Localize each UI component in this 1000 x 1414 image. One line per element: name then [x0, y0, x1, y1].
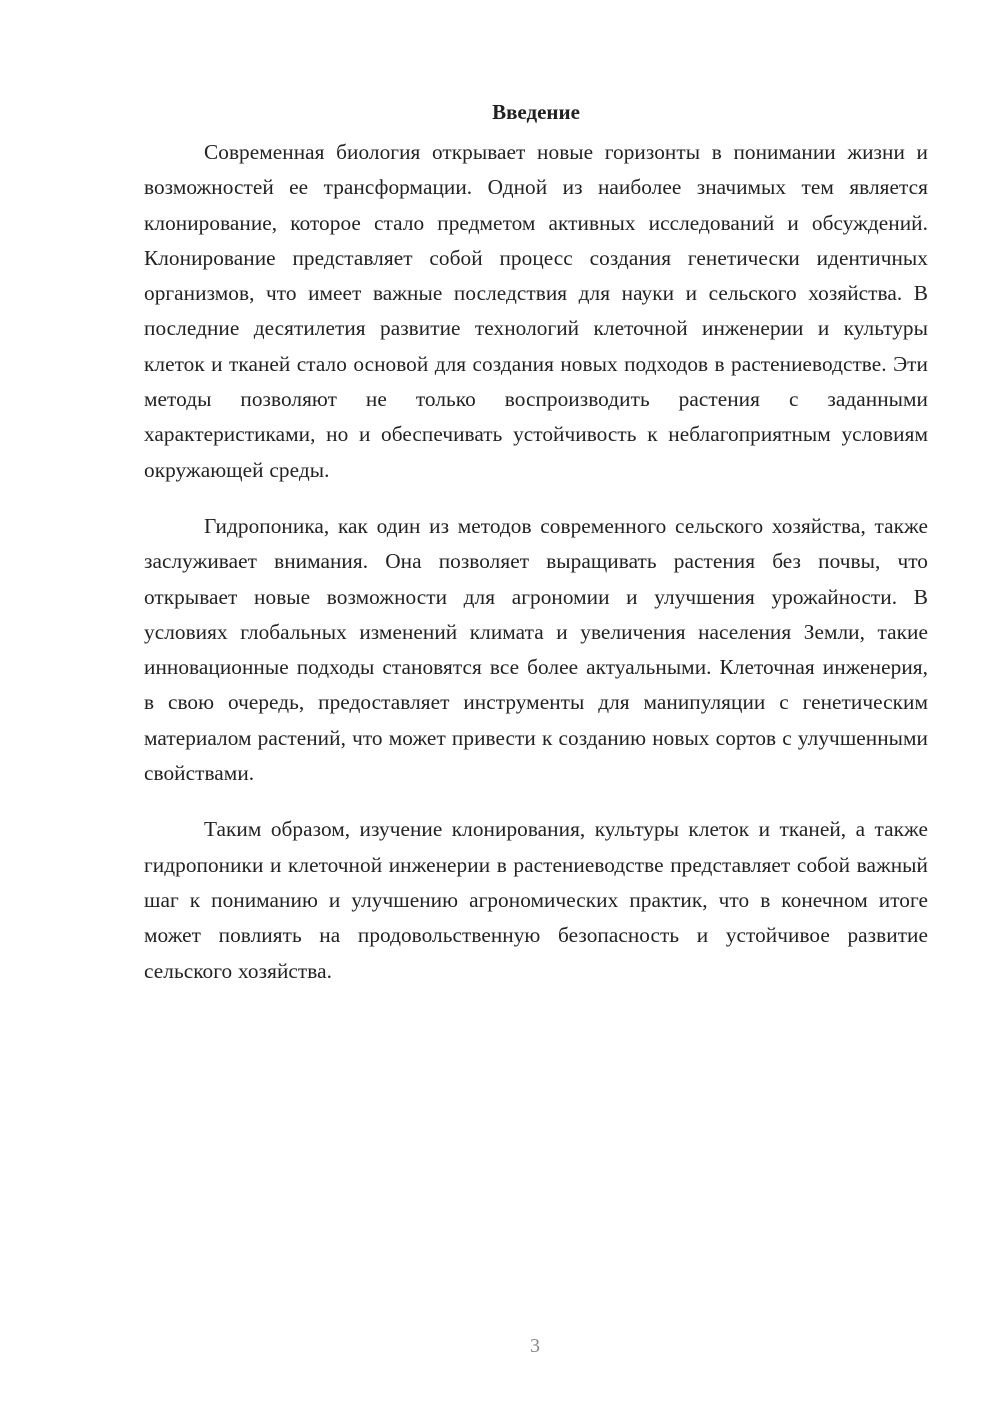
paragraph-3: Таким образом, изучение клонирования, культуры клеток и тканей, а также гидропоники и клеточной инженерии в растениеводстве представляет собой важный шаг к пониманию и улучшению агрономических практик, что в конечном итоге может повлиять на продовольственную безопасность и устойчивое развитие сельского хозяйства. [144, 817, 928, 983]
page-content [144, 98, 928, 1010]
paragraph-1: Современная биология открывает новые горизонты в понимании жизни и возможностей ее трансформации. Одной из наиболее значимых тем является клонирование, которое стало предметом активных исследований и обсуждений. Клонирование представляет собой процесс создания генетически идентичных организмов, что имеет важные последствия для науки и сельского хозяйства. В последние десятилетия развитие технологий клеточной инженерии и культуры клеток и тканей стало основой для создания новых подходов в растениеводстве. Эти методы позволяют не только воспроизводить растения с заданными характеристиками, но и обеспечивать устойчивость к неблагоприятным условиям окружающей среды. [144, 140, 928, 482]
section-heading: Введение [492, 100, 580, 124]
paragraph-2: Гидропоника, как один из методов современного сельского хозяйства, также заслуживает внимания. Она позволяет выращивать растения без почвы, что открывает новые возможности для агрономии и улучшения урожайности. В условиях глобальных изменений климата и увеличения населения Земли, такие инновационные подходы становятся все более актуальными. Клеточная инженерия, в свою очередь, предоставляет инструменты для манипуляции с генетическим материалом растений, что может привести к созданию новых сортов с улучшенными свойствами. [144, 513, 928, 786]
page-number: 3 [530, 1335, 540, 1357]
